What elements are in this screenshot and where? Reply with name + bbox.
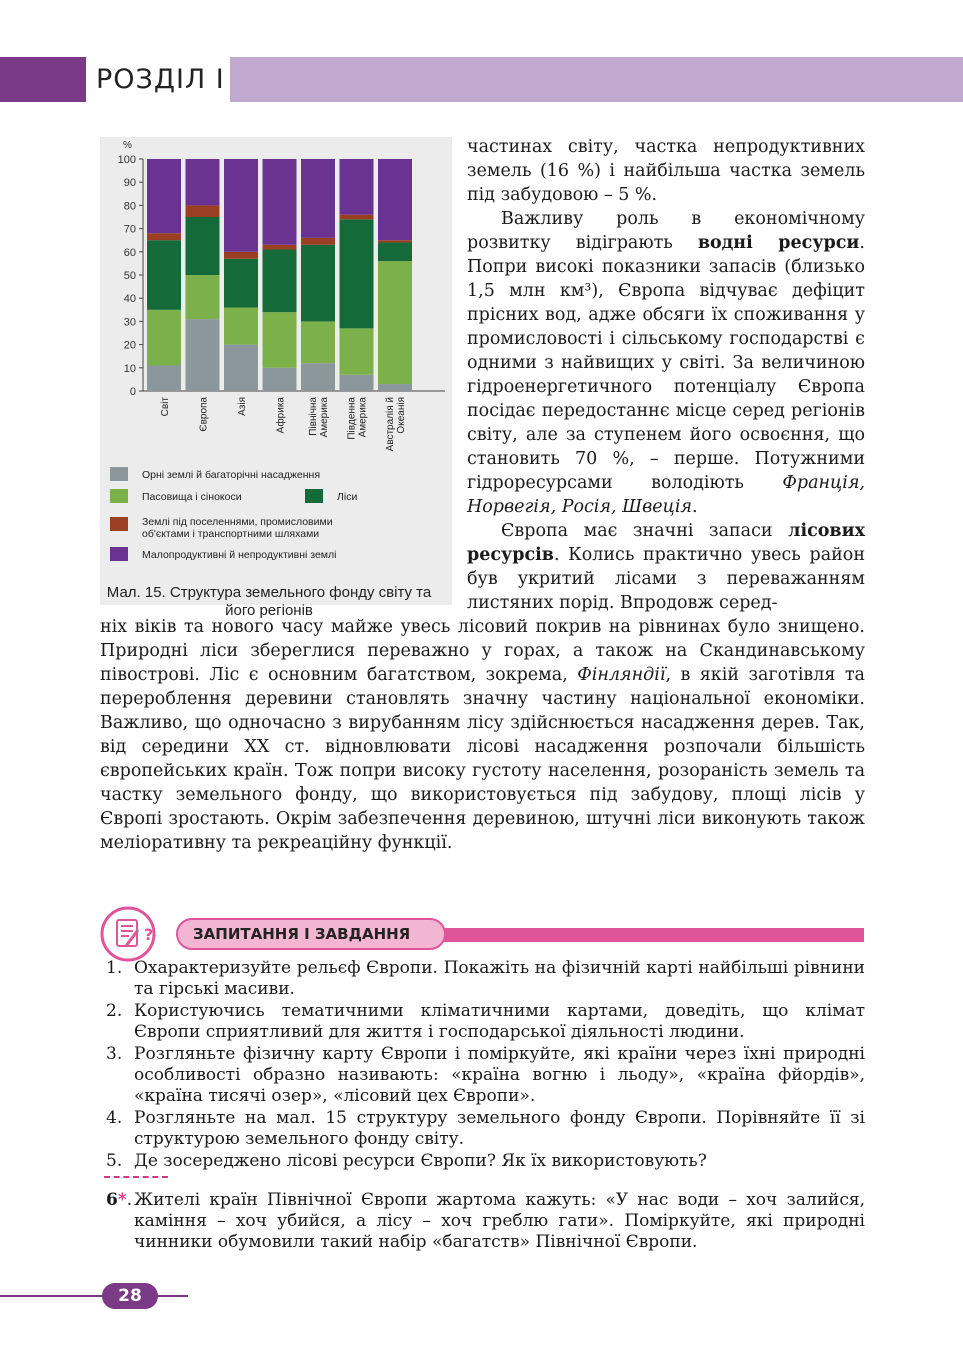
bar-segment — [147, 159, 181, 233]
question-number-dot: . — [126, 1190, 133, 1210]
full-width-text — [100, 615, 865, 855]
questions-title: ЗАПИТАННЯ І ЗАВДАННЯ — [193, 925, 411, 943]
bar-segment — [378, 159, 412, 240]
question-item — [102, 1108, 865, 1150]
bar-segment — [263, 245, 297, 250]
bar-segment — [340, 215, 374, 220]
legend-swatch — [110, 489, 128, 503]
bar-segment — [301, 238, 335, 245]
y-tick-label: 100 — [117, 154, 136, 166]
bar-segment — [186, 319, 220, 391]
paragraph-forest-continued — [100, 615, 865, 855]
y-tick-label: 80 — [123, 200, 136, 213]
bar-segment — [263, 159, 297, 245]
bar-segment — [186, 159, 220, 205]
text-run: . Колись практично увесь район був укритий лісами з переважанням листяних порід. Впродовж серед- — [467, 545, 865, 613]
stacked-bar-chart — [100, 137, 452, 605]
question-number-digit: 6 — [106, 1190, 118, 1210]
paragraph-water — [467, 207, 865, 519]
legend-swatch — [110, 547, 128, 561]
bar-segment — [301, 321, 335, 363]
legend-swatch — [305, 489, 323, 503]
y-tick-label: 20 — [123, 339, 136, 352]
legend-label: Малопродуктивні й непродуктивні землі — [142, 549, 337, 561]
text-run: . — [692, 497, 698, 517]
term-water-resources: водні ресурси — [697, 233, 860, 253]
bar-segment — [186, 275, 220, 319]
advanced-star: * — [117, 1190, 127, 1210]
figure-caption: Мал. 15. Структура земельного фонду світу та його регіонів — [106, 584, 432, 619]
y-tick-label: 50 — [123, 270, 136, 282]
y-axis-label: % — [123, 140, 132, 151]
question-text: Користуючись тематичними кліматичними картами, доведіть, що клімат Європи сприятливий для життя і господарської діяльності людини. — [134, 1001, 865, 1042]
question-number: 1. — [106, 958, 123, 978]
bar-segment — [186, 205, 220, 217]
y-tick-label: 70 — [123, 223, 136, 236]
legend-swatch — [110, 467, 128, 481]
legend-label: Пасовища і сінокоси — [142, 491, 242, 503]
paragraph-nonproductive: частинах світу, частка непродуктивних земель (16 %) і найбільша частка земель під забудовою – 5 %. — [467, 137, 865, 205]
bar-segment — [263, 249, 297, 312]
y-tick-label: 30 — [123, 316, 136, 329]
y-tick-label: 0 — [129, 386, 136, 398]
category-label: Азія — [237, 397, 248, 416]
bar-segment — [378, 240, 412, 242]
bar-segment — [224, 307, 258, 344]
question-text: Де зосереджено лісові ресурси Європи? Як їх використовують? — [134, 1151, 707, 1171]
category-label: Австралія йОкеанія — [385, 397, 407, 452]
category-label: Світ — [160, 397, 171, 417]
text-run: Важливу роль в економічному розвитку відіграють — [467, 209, 865, 253]
bar-segment — [224, 252, 258, 259]
questions-band — [440, 928, 864, 942]
category-label: ПівнічнаАмерика — [308, 397, 330, 438]
bar-segment — [378, 261, 412, 384]
header-accent-left — [0, 57, 86, 102]
bar-segment — [378, 243, 412, 262]
question-number: 2. — [106, 1001, 123, 1021]
bar-segment — [224, 159, 258, 252]
svg-text:?: ? — [144, 925, 154, 944]
footer-line — [0, 1295, 188, 1297]
text-run: , в якій заготівля та перероблення деревини становлять значну частину національної економіки. Важливо, що одночасно з вирубанням лісу здійснюється насадження дерев. Так, від середини XX ст. відновлювати лісові насадження розпочали більшість європейських країн. Тож попри високу густоту населення, розораність земель та частку земельного фонду, що використовується під забудову, площі лісів у Європі зростають. Окрім забезпечення деревиною, штучні ліси виконують також меліоративну та рекреаційну функції. — [100, 665, 865, 853]
legend-swatch — [110, 517, 128, 531]
page-number: 28 — [102, 1283, 158, 1309]
category-label: Європа — [198, 397, 210, 432]
question-item — [102, 1151, 865, 1172]
bar-segment — [301, 363, 335, 391]
question-text: Розгляньте фізичну карту Європи і поміркуйте, які країни через їхні природні особливості образно називають: «країна вогню і льоду», «країна фйордів», «країна тисячі озер», «лісовий цех Європи». — [134, 1044, 865, 1106]
y-tick-label: 60 — [123, 246, 136, 259]
bar-segment — [147, 240, 181, 310]
notebook-question-icon — [100, 906, 164, 962]
bar-segment — [263, 312, 297, 368]
bar-segment — [340, 328, 374, 374]
bar-segment — [378, 384, 412, 391]
bar-segment — [263, 368, 297, 391]
text-run: ніх віків та нового часу майже увесь лісовий покрив на рівнинах було знищено. Природні ліси збереглися переважно у горах, а також на Скандинавському півострові. Ліс є основним багатством, зокрема, — [100, 617, 865, 685]
question-number: 4. — [106, 1108, 123, 1128]
question-text: Охарактеризуйте рельєф Європи. Покажіть на фізичній карті найбільші рівнини та гірські масиви. — [134, 958, 865, 999]
bar-segment — [147, 310, 181, 366]
advanced-separator — [104, 1176, 168, 1178]
bar-segment — [340, 375, 374, 391]
category-label: Африка — [275, 397, 287, 434]
figure-land-fund — [100, 137, 452, 605]
question-item — [102, 1001, 865, 1043]
question-number — [106, 1190, 132, 1211]
countries-hydro: Франція, Норвегія, Росія, Швеція — [467, 473, 865, 517]
legend-label: Орні землі й багаторічні насадження — [142, 469, 321, 481]
y-tick-label: 10 — [123, 362, 136, 375]
question-item — [102, 1044, 865, 1107]
column-text — [467, 135, 865, 615]
bar-segment — [147, 233, 181, 240]
bar-segment — [301, 245, 335, 322]
legend-label: Ліси — [337, 491, 358, 503]
country-finland: Фінляндії — [577, 665, 666, 685]
question-text: Жителі країн Північної Європи жартома кажуть: «У нас води – хоч залийся, каміння – хоч убийся, а лісу – хоч греблю гати». Поміркуйте, які природні чинники обумовили такий набір «багатств» Північної Європи. — [134, 1190, 865, 1252]
legend-label: Землі під поселеннями, промисловими об'єктами і транспортними шляхами — [142, 516, 333, 540]
y-tick-label: 40 — [123, 293, 136, 306]
question-number: 3. — [106, 1044, 123, 1064]
header-accent-right — [230, 57, 963, 102]
section-title: РОЗДІЛ I — [96, 64, 225, 95]
term-forest-resources: лісових ресурсів — [467, 521, 865, 565]
bar-segment — [340, 159, 374, 215]
paragraph-forest — [467, 519, 865, 615]
y-tick-label: 90 — [123, 177, 136, 190]
bar-segment — [147, 365, 181, 391]
questions-list — [102, 958, 865, 1173]
bar-segment — [224, 345, 258, 391]
question-text: Розгляньте на мал. 15 структуру земельного фонду Європи. Порівняйте її зі структурою земельного фонду світу. — [134, 1108, 865, 1149]
question-number: 5. — [106, 1151, 123, 1171]
question-item — [102, 958, 865, 1000]
bar-segment — [340, 219, 374, 328]
bar-segment — [224, 259, 258, 308]
text-run: . Попри високі показники запасів (близько 1,5 млн км³), Європа відчуває дефіцит прісних вод, адже обсяги їх споживання у промисловості і сільському господарстві є одними з найвищих у світі. За величиною гідроенергетичного потенціалу Європа посідає передостаннє місце серед регіонів світу, але за ступенем його освоєння, що становить 70 %, – перше. Потужними гідроресурсами володіють — [467, 233, 865, 493]
text-run: Європа має значні запаси — [501, 521, 789, 541]
category-label: ПівденнаАмерика — [346, 397, 369, 440]
bar-segment — [301, 159, 335, 238]
question-item-6 — [102, 1190, 865, 1254]
bar-segment — [186, 217, 220, 275]
